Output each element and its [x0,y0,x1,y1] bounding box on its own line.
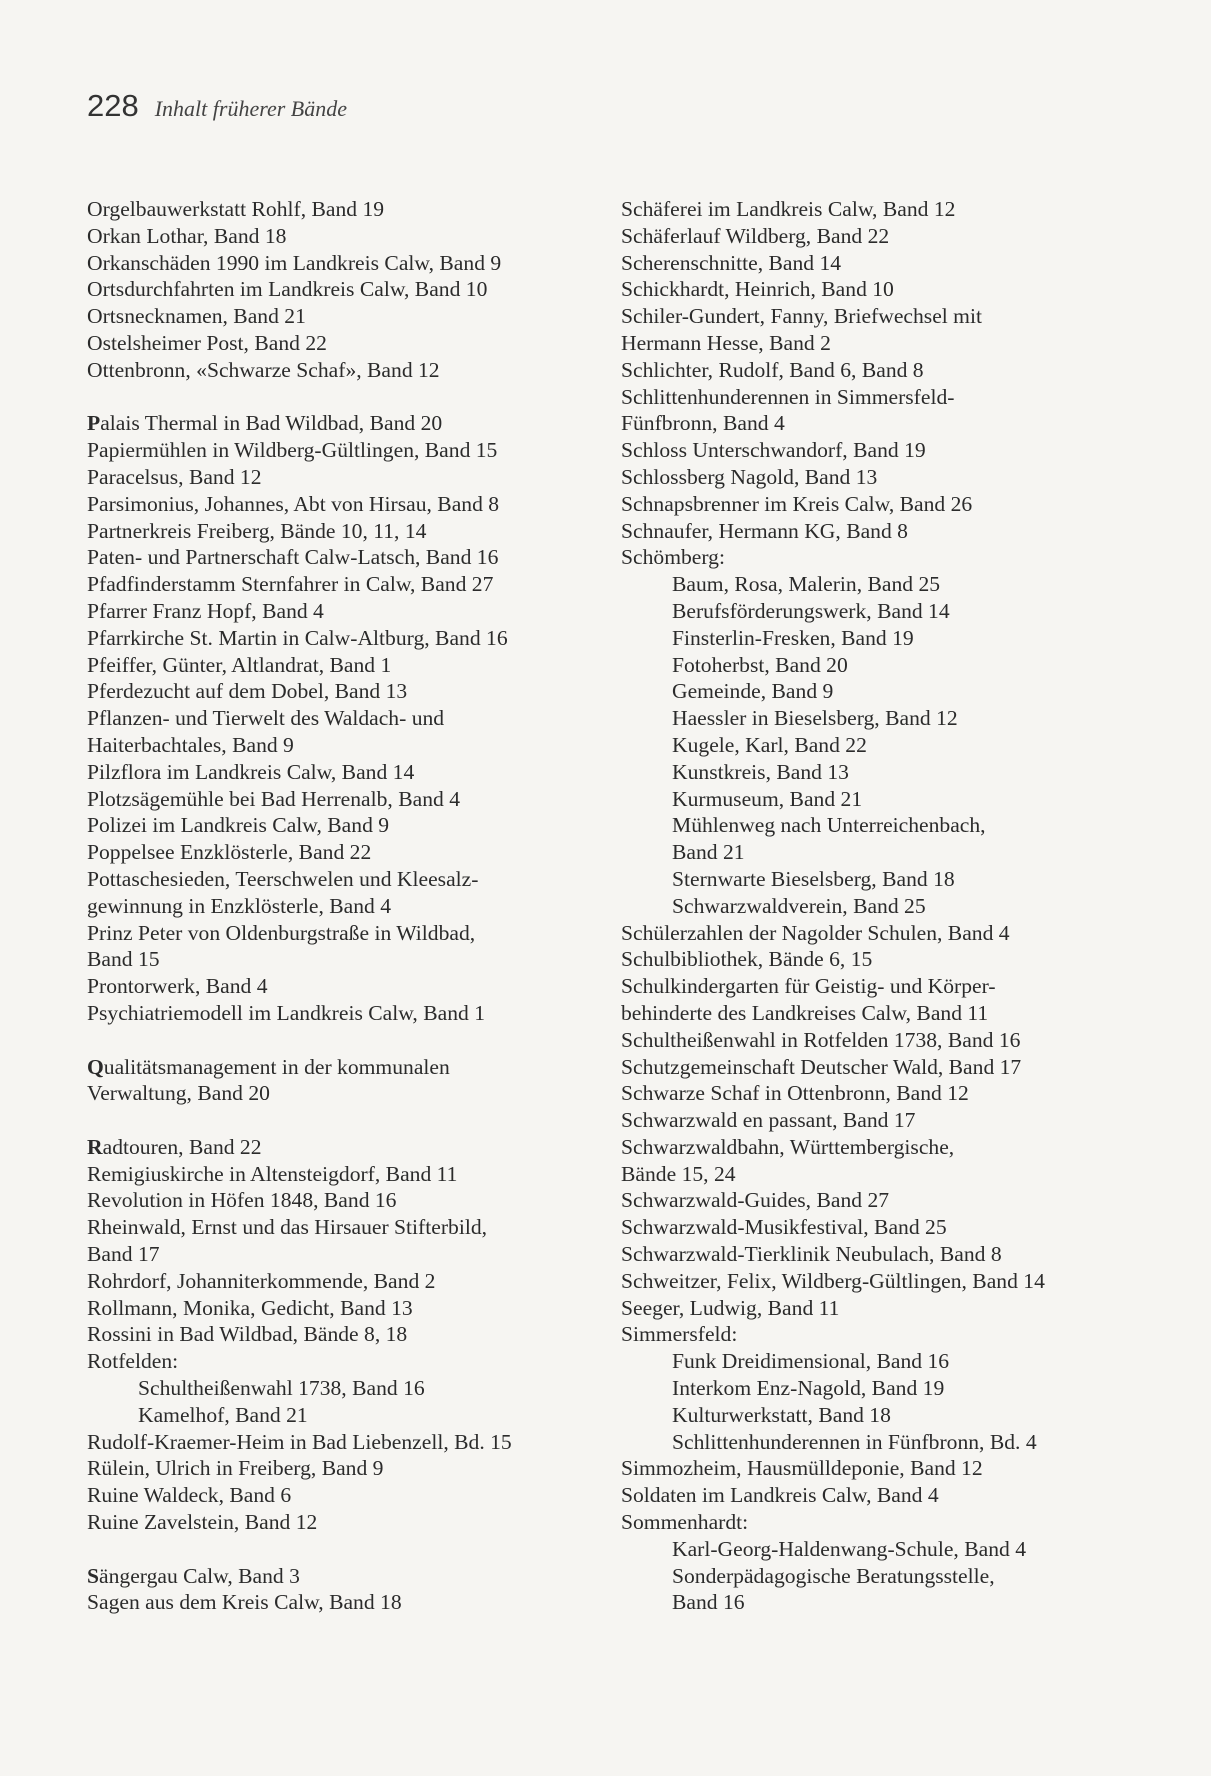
index-subentry: Band 16 [672,1590,745,1615]
index-entry: Orkanschäden 1990 im Landkreis Calw, Band 9 [87,250,502,275]
index-entry: Schloss Unterschwandorf, Band 19 [621,438,926,463]
index-entry: behinderte des Landkreises Calw, Band 11 [621,1000,989,1025]
index-entry: Ruine Zavelstein, Band 12 [87,1510,318,1535]
index-entry: Schäferlauf Wildberg, Band 22 [621,223,890,248]
index-entry: Polizei im Landkreis Calw, Band 9 [87,813,390,838]
index-subentry: Sonderpädagogische Beratungsstelle, [672,1563,995,1588]
index-subentry: Schwarzwaldverein, Band 25 [672,893,926,918]
index-subentry: Kurmuseum, Band 21 [672,786,863,811]
index-entry: Rheinwald, Ernst und das Hirsauer Stifterbild, [87,1215,488,1240]
index-subentry: Fotoherbst, Band 20 [672,652,848,677]
index-entry: Remigiuskirche in Altensteigdorf, Band 11 [87,1161,458,1186]
index-entry: Schweitzer, Felix, Wildberg-Gültlingen, Band 14 [621,1268,1045,1293]
entry-text: ängergau Calw, Band 3 [99,1563,300,1588]
entry-text: alais Thermal in Bad Wildbad, Band 20 [100,411,443,436]
section-initial: S [87,1563,100,1588]
index-entry: Schwarzwald-Tierklinik Neubulach, Band 8 [621,1242,1002,1267]
index-entry: Rülein, Ulrich in Freiberg, Band 9 [87,1456,384,1481]
index-entry: Ortsdurchfahrten im Landkreis Calw, Band 10 [87,277,488,302]
index-entry: Schnapsbrenner im Kreis Calw, Band 26 [621,491,973,516]
index-entry: Hermann Hesse, Band 2 [621,330,831,355]
index-entry: Schlossberg Nagold, Band 13 [621,464,878,489]
index-subentry: Kulturwerkstatt, Band 18 [672,1402,891,1427]
index-subentry: Gemeinde, Band 9 [672,679,834,704]
index-subentry: Finsterlin-Fresken, Band 19 [672,625,914,650]
index-entry: Paten- und Partnerschaft Calw-Latsch, Band 16 [87,545,499,570]
index-entry [87,410,607,437]
index-entry: Simmozheim, Hausmülldeponie, Band 12 [621,1456,983,1481]
index-entry: Soldaten im Landkreis Calw, Band 4 [621,1483,939,1508]
index-entry: Fünfbronn, Band 4 [621,411,785,436]
index-entry: Prinz Peter von Oldenburgstraße in Wildbad, [87,920,476,945]
index-entry: Pilzflora im Landkreis Calw, Band 14 [87,759,415,784]
index-subentry: Kugele, Karl, Band 22 [672,732,867,757]
index-subentry: Schlittenhunderennen in Fünfbronn, Bd. 4 [672,1429,1037,1454]
index-entry: Schülerzahlen der Nagolder Schulen, Band 4 [621,920,1010,945]
section-initial: R [87,1134,103,1159]
index-entry: Rudolf-Kraemer-Heim in Bad Liebenzell, Bd. 15 [87,1429,512,1454]
index-entry: Schulbibliothek, Bände 6, 15 [621,947,873,972]
index-subentry: Berufsförderungswerk, Band 14 [672,598,950,623]
index-entry: Rotfelden: [87,1349,179,1374]
index-entry: Pflanzen- und Tierwelt des Waldach- und [87,706,445,731]
index-entry: Schwarzwaldbahn, Württembergische, [621,1134,955,1159]
index-entry: Plotzsägemühle bei Bad Herrenalb, Band 4 [87,786,460,811]
index-entry: Rohrdorf, Johanniterkommende, Band 2 [87,1268,436,1293]
index-entry: Scherenschnitte, Band 14 [621,250,842,275]
index-subentry: Baum, Rosa, Malerin, Band 25 [672,572,941,597]
index-entry: Pfarrkirche St. Martin in Calw-Altburg, Band 16 [87,625,508,650]
index-entry: Schiler-Gundert, Fanny, Briefwechsel mit [621,304,982,329]
index-entry: Schultheißenwahl in Rotfelden 1738, Band 16 [621,1027,1021,1052]
section-initial: P [87,411,101,436]
index-entry: Partnerkreis Freiberg, Bände 10, 11, 14 [87,518,427,543]
index-subentry: Kamelhof, Band 21 [138,1402,308,1427]
index-entry: Rossini in Bad Wildbad, Bände 8, 18 [87,1322,408,1347]
page-header [87,88,347,124]
index-entry: Orgelbauwerkstatt Rohlf, Band 19 [87,197,385,221]
index-column-left [87,196,607,1616]
index-entry: Schlichter, Rudolf, Band 6, Band 8 [621,357,924,382]
index-subentry: Karl-Georg-Haldenwang-Schule, Band 4 [672,1536,1026,1561]
index-entry: Ostelsheimer Post, Band 22 [87,330,327,355]
index-column-right [621,196,1201,1616]
index-entry: Psychiatriemodell im Landkreis Calw, Band 1 [87,1000,486,1025]
index-entry: Ortsnecknamen, Band 21 [87,304,306,329]
index-entry: Seeger, Ludwig, Band 11 [621,1295,840,1320]
index-entry: Poppelsee Enzklösterle, Band 22 [87,840,372,865]
index-entry: gewinnung in Enzklösterle, Band 4 [87,893,392,918]
index-entry: Bände 15, 24 [621,1161,736,1186]
index-entry: Schömberg: [621,545,725,570]
index-entry: Orkan Lothar, Band 18 [87,223,287,248]
index-subentry: Interkom Enz-Nagold, Band 19 [672,1376,945,1401]
index-entry: Pottaschesieden, Teerschwelen und Kleesalz- [87,866,479,891]
index-entry: Revolution in Höfen 1848, Band 16 [87,1188,397,1213]
index-entry: Schwarzwald en passant, Band 17 [621,1108,916,1133]
index-entry: Schickhardt, Heinrich, Band 10 [621,277,894,302]
index-entry: Schwarze Schaf in Ottenbronn, Band 12 [621,1081,969,1106]
index-entry: Pfeiffer, Günter, Altlandrat, Band 1 [87,652,392,677]
index-entry: Verwaltung, Band 20 [87,1081,270,1106]
index-entry: Band 15 [87,947,160,972]
entry-text: ualitätsmanagement in der kommunalen [103,1054,450,1079]
index-subentry: Schultheißenwahl 1738, Band 16 [138,1376,425,1401]
index-subentry: Haessler in Bieselsberg, Band 12 [672,706,958,731]
index-entry: Papiermühlen in Wildberg-Gültlingen, Band 15 [87,438,498,463]
index-entry [87,1054,607,1081]
index-subentry: Kunstkreis, Band 13 [672,759,849,784]
index-entry: Parsimonius, Johannes, Abt von Hirsau, Band 8 [87,491,500,516]
index-entry: Schutzgemeinschaft Deutscher Wald, Band 17 [621,1054,1022,1079]
page-number: 228 [87,88,139,123]
index-entry: Schulkindergarten für Geistig- und Körper- [621,974,996,999]
index-subentry: Band 21 [672,840,745,865]
index-entry: Ottenbronn, «Schwarze Schaf», Band 12 [87,357,440,382]
index-entry: Schwarzwald-Musikfestival, Band 25 [621,1215,947,1240]
index-entry [87,1134,607,1161]
index-entry: Paracelsus, Band 12 [87,464,262,489]
index-entry: Sagen aus dem Kreis Calw, Band 18 [87,1590,402,1615]
entry-text: adtouren, Band 22 [102,1134,262,1159]
index-entry: Haiterbachtales, Band 9 [87,732,294,757]
index-entry: Schlittenhunderennen in Simmersfeld- [621,384,955,409]
index-entry: Prontorwerk, Band 4 [87,974,268,999]
index-entry: Sommenhardt: [621,1510,749,1535]
index-entry: Pferdezucht auf dem Dobel, Band 13 [87,679,408,704]
index-entry: Rollmann, Monika, Gedicht, Band 13 [87,1295,413,1320]
index-subentry: Sternwarte Bieselsberg, Band 18 [672,866,955,891]
index-entry: Schäferei im Landkreis Calw, Band 12 [621,197,956,221]
index-entry: Simmersfeld: [621,1322,738,1347]
index-entry [87,1563,607,1590]
index-entry: Band 17 [87,1242,160,1267]
index-subentry: Funk Dreidimensional, Band 16 [672,1349,950,1374]
running-title: Inhalt früherer Bände [154,96,347,121]
index-entry: Pfarrer Franz Hopf, Band 4 [87,598,324,623]
index-subentry: Mühlenweg nach Unterreichenbach, [672,813,986,838]
index-entry: Pfadfinderstamm Sternfahrer in Calw, Band 27 [87,572,494,597]
section-initial: Q [87,1054,104,1079]
index-entry: Ruine Waldeck, Band 6 [87,1483,292,1508]
index-entry: Schnaufer, Hermann KG, Band 8 [621,518,908,543]
index-entry: Schwarzwald-Guides, Band 27 [621,1188,890,1213]
